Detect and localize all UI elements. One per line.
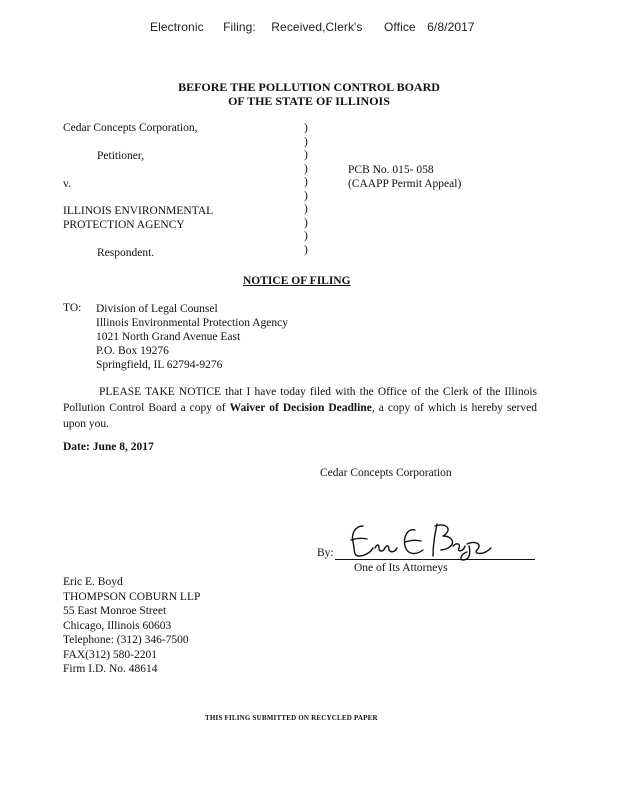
notice-body-text-1: PLEASE TAKE NOTICE that I have today filed with the Office of the Clerk of the Illinois Pollution Control Board a copy of (63, 386, 537, 414)
caption-paren-column (304, 122, 308, 257)
caption-paren: ) (304, 135, 308, 148)
attorney-line: Firm I.D. No. 48614 (63, 663, 158, 675)
attorney-contact-block (63, 575, 200, 677)
address-line: 1021 North Grand Avenue East (96, 331, 241, 343)
stamp-electronic: Electronic (150, 20, 204, 34)
by-label: By: (317, 547, 334, 559)
court-heading-line1: BEFORE THE POLLUTION CONTROL BOARD (178, 80, 440, 94)
address-line: Springfield, IL 62794-9276 (96, 359, 223, 371)
caption-paren: ) (304, 176, 308, 188)
attorney-line: 55 East Monroe Street (63, 605, 167, 617)
caption-paren: ) (304, 149, 308, 161)
notice-body (63, 384, 537, 432)
court-heading-line2: OF THE STATE OF ILLINOIS (228, 94, 390, 108)
address-line: Division of Legal Counsel (96, 303, 218, 315)
filing-stamp (150, 20, 475, 34)
stamp-received: Received,Clerk's (271, 20, 363, 34)
recipient-address (96, 302, 288, 372)
petitioner-role: Petitioner, (97, 150, 145, 162)
stamp-filing: Filing: (223, 20, 256, 34)
signing-company: Cedar Concepts Corporation (320, 467, 452, 479)
stamp-date: 6/8/2017 (427, 20, 475, 34)
to-label: TO: (63, 302, 82, 314)
date-line: Date: June 8, 2017 (63, 441, 154, 453)
caption-paren: ) (304, 230, 308, 242)
document-title: Waiver of Decision Deadline (229, 402, 372, 414)
caption-paren: ) (304, 162, 308, 175)
caption-paren: ) (304, 189, 308, 202)
handwritten-signature (345, 520, 495, 562)
caption-paren: ) (304, 203, 308, 215)
attorney-line: Eric E. Boyd (63, 576, 123, 588)
recycled-paper-footer: THIS FILING SUBMITTED ON RECYCLED PAPER (205, 714, 378, 722)
signer-role: One of Its Attorneys (354, 562, 448, 574)
versus: v. (63, 178, 71, 190)
attorney-line: Chicago, Illinois 60603 (63, 619, 172, 632)
attorney-line: FAX(312) 580-2201 (63, 648, 158, 661)
attorney-line: THOMPSON COBURN LLP (63, 590, 201, 603)
address-line: P.O. Box 19276 (96, 345, 169, 357)
attorney-line: Telephone: (312) 346-7500 (63, 634, 189, 646)
address-line: Illinois Environmental Protection Agency (96, 317, 288, 329)
case-type: (CAAPP Permit Appeal) (348, 178, 462, 190)
petitioner-name: Cedar Concepts Corporation, (63, 122, 198, 134)
case-number: PCB No. 015- 058 (348, 164, 434, 176)
signature-line (335, 559, 535, 560)
respondent-name-line2: PROTECTION AGENCY (63, 219, 185, 231)
stamp-office: Office (383, 20, 416, 34)
respondent-role: Respondent. (97, 247, 155, 259)
respondent-name-line1: ILLINOIS ENVIRONMENTAL (63, 205, 214, 217)
notice-body-text-2: , a copy of which is hereby served upon you. (63, 402, 537, 430)
caption-paren: ) (304, 243, 308, 256)
caption-paren: ) (304, 122, 308, 134)
caption-paren: ) (304, 216, 308, 229)
notice-title: NOTICE OF FILING (243, 275, 351, 287)
